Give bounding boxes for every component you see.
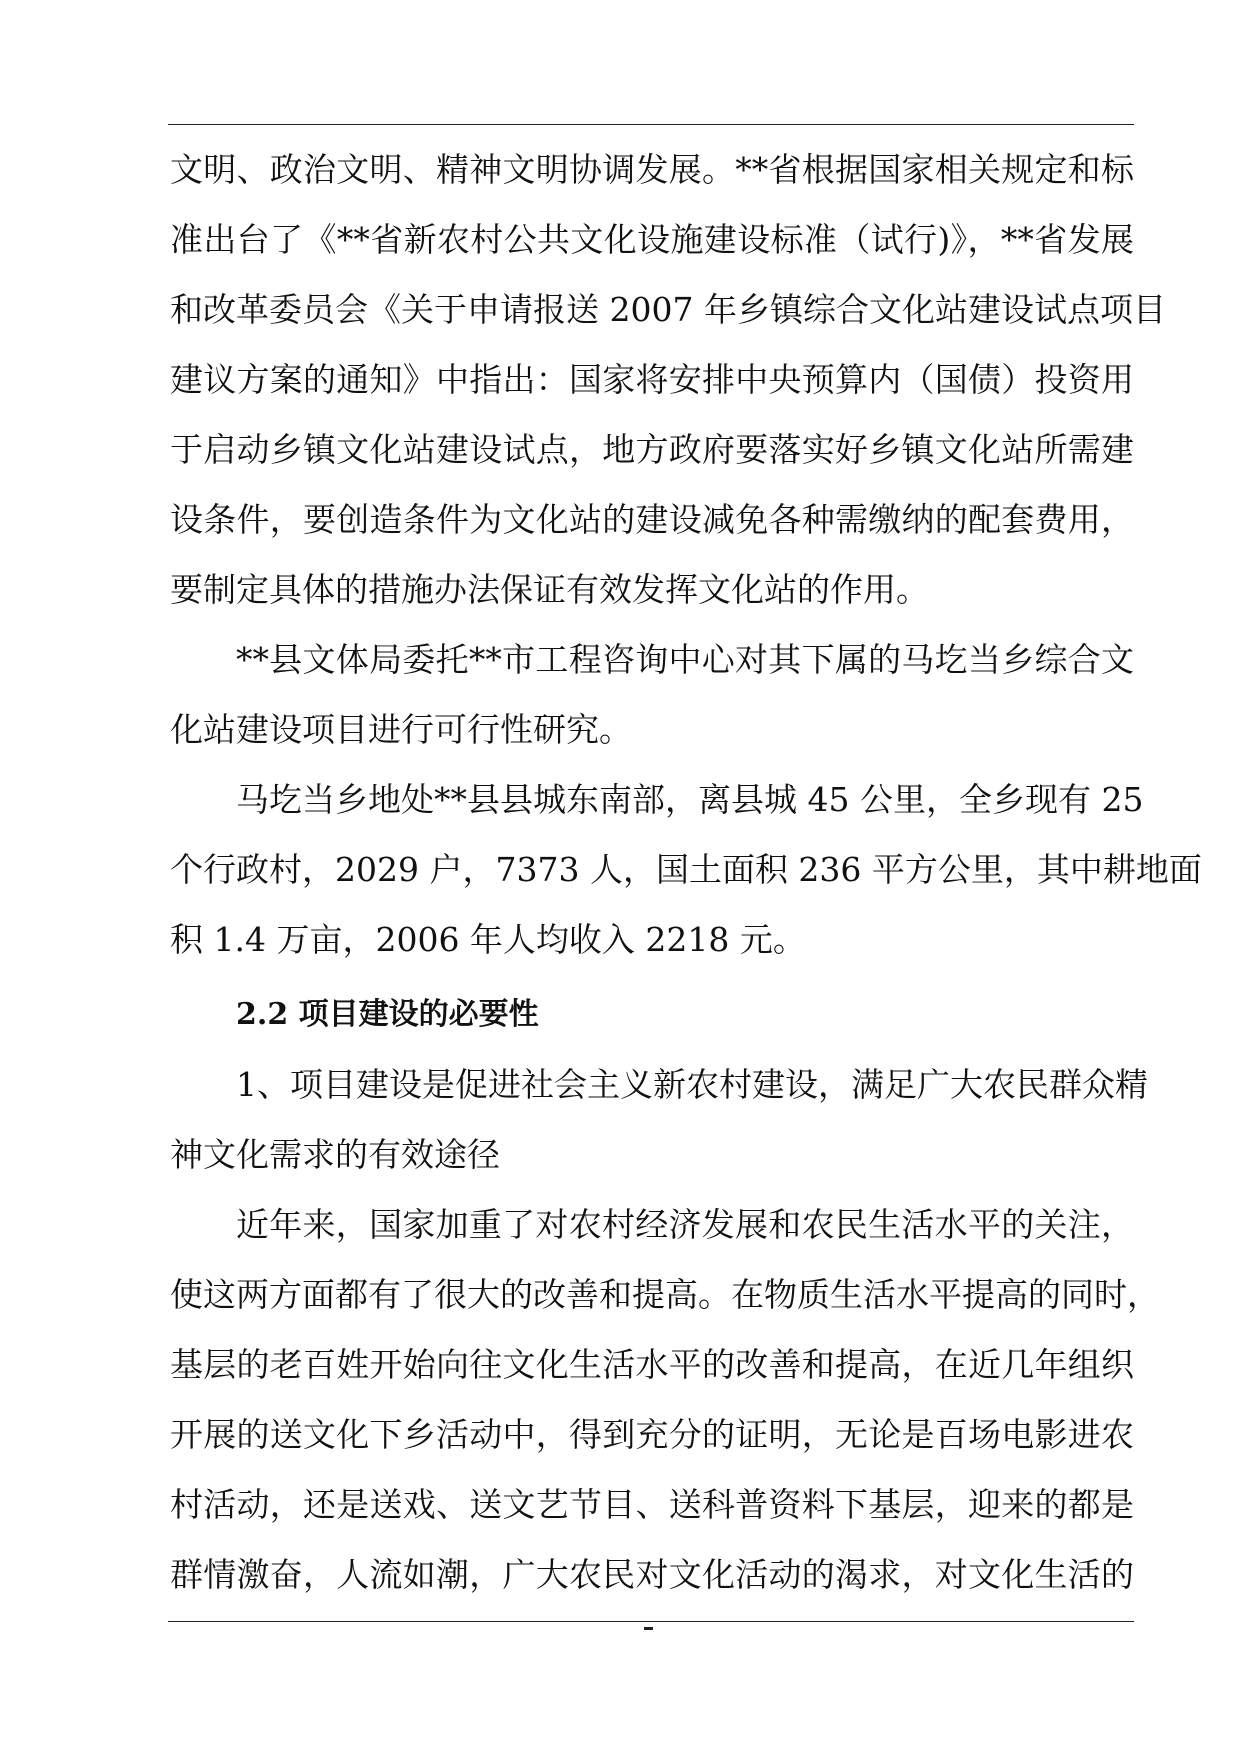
paragraph-line: 和改革委员会《关于申请报送 2007 年乡镇综合文化站建设试点项目: [170, 290, 1166, 329]
paragraph-line: 村活动，还是送戏、送文艺节目、送科普资料下基层，迎来的都是: [170, 1485, 1134, 1524]
paragraph-line: 个行政村，2029 户，7373 人，国土面积 236 平方公里，其中耕地面: [170, 850, 1202, 889]
paragraph-line: 积 1.4 万亩，2006 年人均收入 2218 元。: [170, 920, 806, 959]
paragraph-line: 要制定具体的措施办法保证有效发挥文化站的作用。: [170, 570, 929, 609]
paragraph-line: **县文体局委托**市工程咨询中心对其下属的马圪当乡综合文: [236, 640, 1134, 679]
paragraph-line: 使这两方面都有了很大的改善和提高。在物质生活水平提高的同时，: [170, 1275, 1160, 1314]
header-rule: [168, 124, 1134, 125]
paragraph-line: 马圪当乡地处**县县城东南部，离县城 45 公里，全乡现有 25: [236, 780, 1144, 819]
paragraph-line: 文明、政治文明、精神文明协调发展。**省根据国家相关规定和标: [170, 150, 1134, 189]
section-heading: 2.2 项目建设的必要性: [236, 997, 539, 1032]
paragraph-line: 化站建设项目进行可行性研究。: [170, 710, 632, 749]
paragraph-line: 建议方案的通知》中指出：国家将安排中央预算内（国债）投资用: [170, 360, 1134, 399]
footer-rule: [168, 1621, 1134, 1622]
paragraph-line: 准出台了《**省新农村公共文化设施建设标准（试行)》，**省发展: [170, 220, 1134, 259]
page-number-mark: [644, 1627, 653, 1630]
paragraph-line: 开展的送文化下乡活动中，得到充分的证明，无论是百场电影进农: [170, 1415, 1134, 1454]
paragraph-line: 于启动乡镇文化站建设试点，地方政府要落实好乡镇文化站所需建: [170, 430, 1134, 469]
paragraph-line: 近年来，国家加重了对农村经济发展和农民生活水平的关注，: [236, 1205, 1134, 1244]
paragraph-line: 群情激奋，人流如潮，广大农民对文化活动的渴求，对文化生活的: [170, 1555, 1134, 1594]
paragraph-line: 1、项目建设是促进社会主义新农村建设，满足广大农民群众精: [236, 1065, 1148, 1104]
paragraph-line: 神文化需求的有效途径: [170, 1135, 500, 1174]
paragraph-line: 设条件，要创造条件为文化站的建设减免各种需缴纳的配套费用，: [170, 500, 1134, 539]
paragraph-line: 基层的老百姓开始向往文化生活水平的改善和提高，在近几年组织: [170, 1345, 1134, 1384]
